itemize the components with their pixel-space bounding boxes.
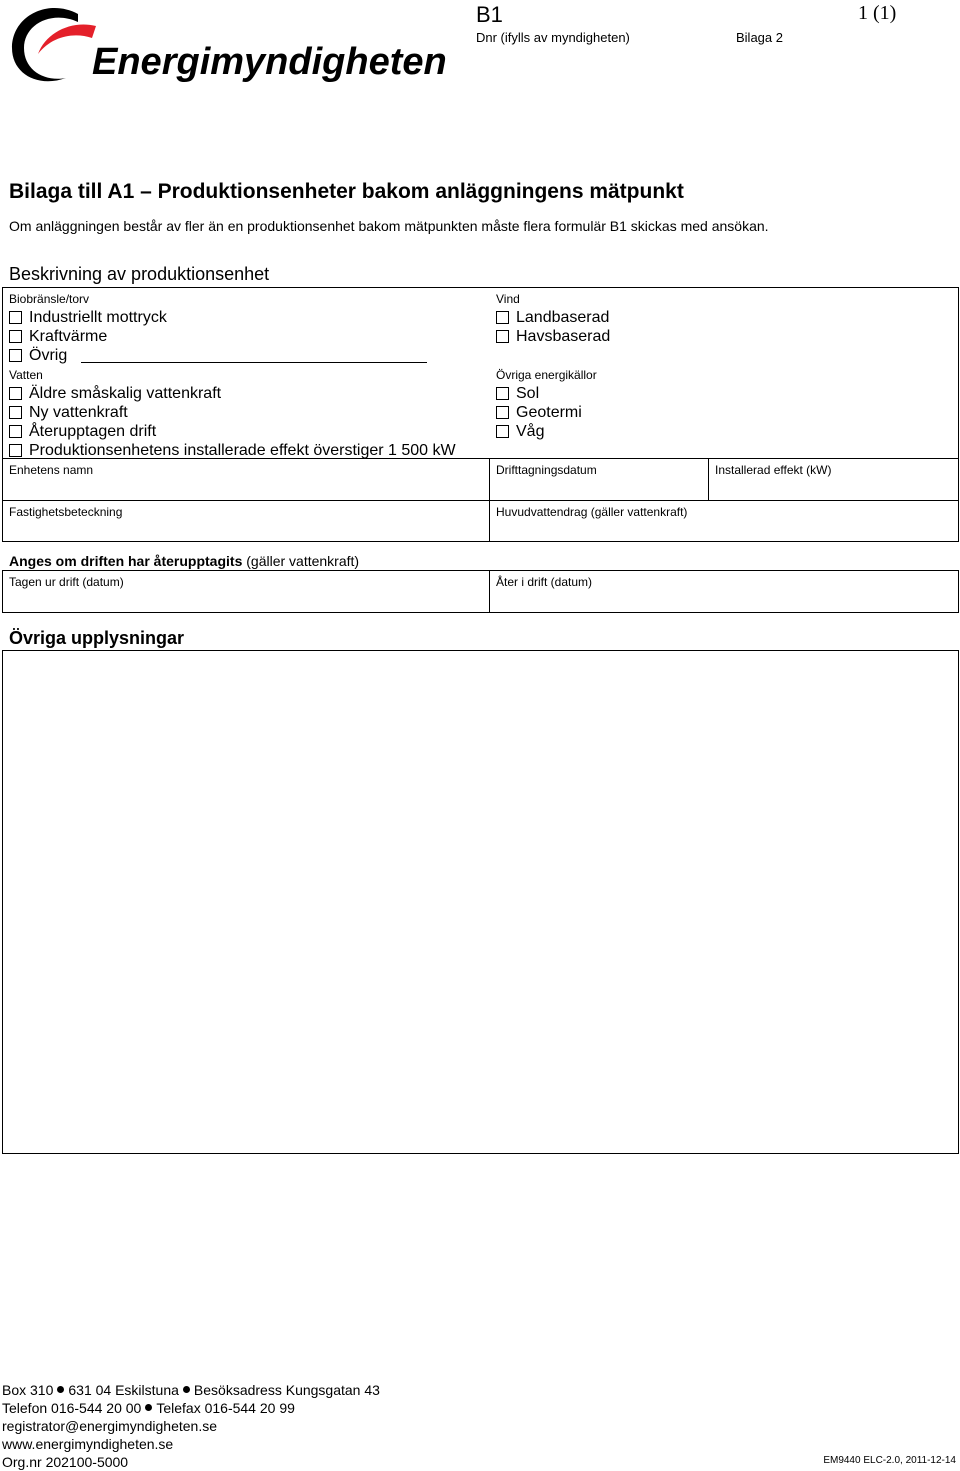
- checkbox[interactable]: [9, 425, 22, 438]
- checkbox[interactable]: [496, 311, 509, 324]
- footer-address: Box 310 631 04 Eskilstuna Besöksadress Kungsgatan 43: [2, 1382, 380, 1398]
- enhetens-namn-field[interactable]: Enhetens namn: [2, 458, 490, 501]
- footer-contact: [2, 1381, 380, 1471]
- option-industriellt-mottryck[interactable]: Industriellt mottryck: [9, 308, 427, 327]
- checkbox[interactable]: [9, 349, 22, 362]
- attachment-label: Bilaga 2: [736, 30, 783, 45]
- vind-label: Vind: [496, 292, 520, 306]
- biobransle-label: Biobränsle/torv: [9, 292, 90, 306]
- ater-i-drift-field[interactable]: Åter i drift (datum): [489, 570, 959, 613]
- restart-box: [2, 570, 959, 613]
- drifttagningsdatum-field[interactable]: Drifttagningsdatum: [489, 458, 709, 501]
- option-geotermi[interactable]: Geotermi: [496, 403, 597, 422]
- bullet-icon: [145, 1404, 152, 1411]
- option-sol[interactable]: Sol: [496, 384, 597, 403]
- footer-phone: Telefon 016-544 20 00 Telefax 016-544 20 99: [2, 1400, 295, 1416]
- restart-heading: Anges om driften har återupptagits (gäller vattenkraft): [9, 553, 360, 569]
- huvudvattendrag-field[interactable]: Huvudvattendrag (gäller vattenkraft): [489, 500, 959, 542]
- installerad-effekt-field[interactable]: Installerad effekt (kW): [708, 458, 959, 501]
- svg-text:Energimyndigheten: Energimyndigheten: [92, 41, 447, 83]
- option-ovrig[interactable]: Övrig: [9, 346, 427, 365]
- logo-graphic: [8, 4, 447, 86]
- footer-email[interactable]: registrator@energimyndigheten.se: [2, 1418, 217, 1434]
- checkbox[interactable]: [9, 444, 22, 457]
- biobransle-group: [9, 292, 427, 365]
- option-ny-vattenkraft[interactable]: Ny vattenkraft: [9, 403, 456, 422]
- other-info-heading: Övriga upplysningar: [9, 628, 185, 648]
- ovriga-label: Övriga energikällor: [496, 368, 597, 382]
- form-code: B1: [476, 2, 503, 27]
- checkbox[interactable]: [496, 330, 509, 343]
- checkbox[interactable]: [496, 406, 509, 419]
- bullet-icon: [183, 1386, 190, 1393]
- option-effekt-over-1500[interactable]: Produktionsenhetens installerade effekt överstiger 1 500 kW: [9, 441, 456, 460]
- checkbox[interactable]: [9, 387, 22, 400]
- vatten-group: [9, 368, 456, 460]
- option-aterupptagen-drift[interactable]: Återupptagen drift: [9, 422, 456, 441]
- vatten-label: Vatten: [9, 368, 43, 382]
- checkbox[interactable]: [9, 330, 22, 343]
- other-info-textarea[interactable]: [2, 650, 959, 1154]
- intro-text: Om anläggningen består av fler än en produktionsenhet bakom mätpunkten måste flera formulär B1 skickas med ansökan.: [9, 218, 769, 234]
- ovrig-text-field[interactable]: [81, 349, 427, 363]
- fastighetsbeteckning-field[interactable]: Fastighetsbeteckning: [2, 500, 490, 542]
- ovriga-group: [496, 368, 597, 441]
- option-vag[interactable]: Våg: [496, 422, 597, 441]
- checkbox[interactable]: [9, 311, 22, 324]
- description-box: [2, 287, 959, 542]
- option-landbaserad[interactable]: Landbaserad: [496, 308, 610, 327]
- option-kraftvarme[interactable]: Kraftvärme: [9, 327, 427, 346]
- dnr-label: Dnr (ifylls av myndigheten): [476, 30, 630, 45]
- option-aldre-smaskalig[interactable]: Äldre småskalig vattenkraft: [9, 384, 456, 403]
- footer-web[interactable]: www.energimyndigheten.se: [2, 1436, 174, 1452]
- checkbox[interactable]: [496, 387, 509, 400]
- checkbox[interactable]: [496, 425, 509, 438]
- vind-group: [496, 292, 610, 346]
- bullet-icon: [57, 1386, 64, 1393]
- checkbox[interactable]: [9, 406, 22, 419]
- page-number: 1 (1): [858, 2, 897, 24]
- description-heading: Beskrivning av produktionsenhet: [9, 264, 270, 284]
- tagen-ur-drift-field[interactable]: Tagen ur drift (datum): [2, 570, 490, 613]
- form-id: EM9440 ELC-2.0, 2011-12-14: [823, 1455, 956, 1466]
- footer-orgnr: Org.nr 202100-5000: [2, 1454, 129, 1470]
- energimyndigheten-logo: [8, 4, 447, 86]
- page-title: Bilaga till A1 – Produktionsenheter bakom anläggningens mätpunkt: [9, 180, 684, 203]
- option-havsbaserad[interactable]: Havsbaserad: [496, 327, 610, 346]
